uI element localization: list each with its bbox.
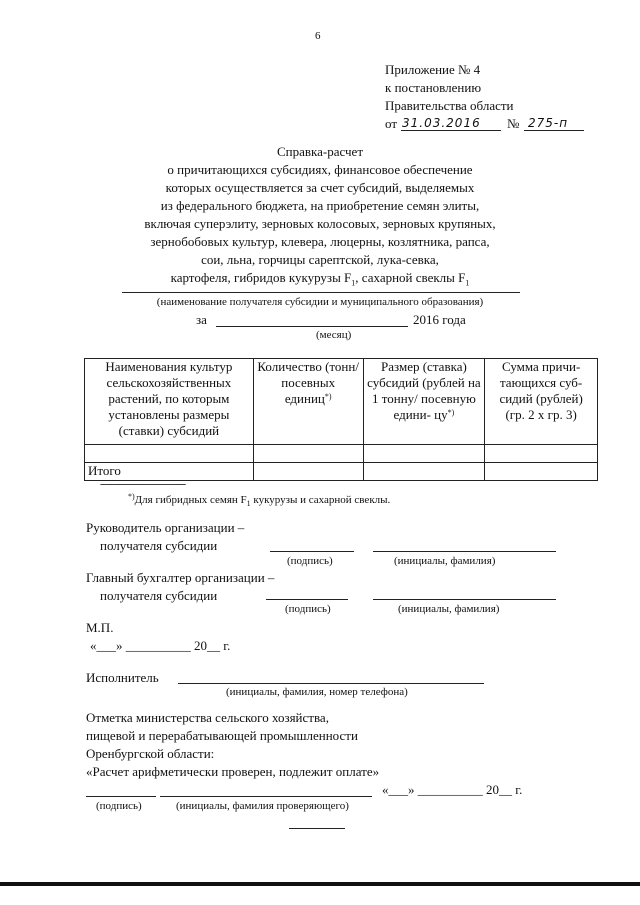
title-line7: сои, льна, горчицы сарептской, лука-севка, — [201, 252, 439, 267]
head-label-line2: получателя субсидии — [100, 538, 218, 553]
table-cell[interactable] — [253, 445, 363, 463]
accountant-initials-caption: (инициалы, фамилия) — [398, 603, 500, 615]
ministry-date: «___» __________ 20__ г. — [382, 782, 523, 797]
title-line8-b: , сахарной свеклы F — [355, 270, 466, 285]
table-header-quantity — [253, 359, 363, 445]
recipient-caption: (наименование получателя субсидии и муниципального образования) — [156, 296, 484, 308]
ministry-line2: пищевой и перерабатывающей промышленности — [86, 728, 358, 743]
table-cell[interactable] — [85, 445, 254, 463]
appendix-line3: Правительства области — [385, 98, 514, 113]
executor-caption: (инициалы, фамилия, номер телефона) — [226, 686, 408, 698]
page-number: 6 — [315, 30, 321, 42]
footnote-text2: кукурузы и сахарной свеклы. — [250, 494, 391, 506]
period-year: 2016 года — [413, 312, 466, 327]
ministry-line4: «Расчет арифметически проверен, подлежит оплате» — [86, 764, 380, 779]
head-initials-caption: (инициалы, фамилия) — [394, 555, 496, 567]
footnote-separator: -------------------------------- — [100, 478, 186, 490]
accountant-label-line2: получателя субсидии — [100, 588, 218, 603]
head-initials-line — [373, 551, 556, 552]
ministry-line3: Оренбургской области: — [86, 746, 215, 761]
accountant-initials-line — [373, 599, 556, 600]
period-for-label: за — [196, 312, 207, 327]
footnote-text: Для гибридных семян F — [134, 494, 247, 506]
appendix-number-underline — [524, 130, 584, 131]
table-cell[interactable] — [485, 445, 598, 463]
head-label-line1: Руководитель организации – — [86, 520, 245, 535]
footnote — [128, 494, 390, 508]
table-header-rate-text: Размер (ставка) субсидий (рублей на 1 тонну/ посевную едини- цу — [367, 359, 481, 422]
accountant-label-line1: Главный бухгалтер организации – — [86, 570, 275, 585]
stamp-label: М.П. — [86, 620, 114, 635]
table-header-crop: Наименования культур сельскохозяйственных растений, по которым установлены размеры (ставки) субсидий — [85, 359, 254, 445]
appendix-date-underline — [401, 130, 501, 131]
table-header-amount: Сумма причи- тающихся суб- сидий (рублей) (гр. 2 х гр. 3) — [485, 359, 598, 445]
title-line8-a: картофеля, гибридов кукурузы F — [170, 270, 352, 285]
table-cell[interactable] — [363, 445, 485, 463]
title-line8-sub1: 1 — [351, 278, 356, 288]
ministry-signature-line — [86, 796, 156, 797]
appendix-from-label: от — [385, 116, 398, 131]
table-cell[interactable] — [485, 463, 598, 481]
title-line4: из федерального бюджета, на приобретение семян элиты, — [160, 198, 480, 213]
table-header-rate-sup: *) — [447, 408, 455, 417]
appendix-number-label: № — [507, 116, 520, 131]
title-line5: включая суперэлиту, зерновых колосовых, зерновых крупяных, — [144, 216, 496, 231]
month-line — [216, 326, 408, 327]
head-signature-caption: (подпись) — [287, 555, 333, 567]
scan-edge-bar — [0, 882, 640, 886]
appendix-date: 31.03.2016 — [402, 116, 481, 130]
title-line6: зернобобовых культур, клевера, люцерны, козлятника, рапса, — [150, 234, 490, 249]
table-header-quantity-text: Количество (тонн/посевных единиц — [257, 359, 359, 406]
footnote-sup: *) — [128, 492, 135, 501]
title-line1: Справка-расчет — [276, 144, 364, 159]
ministry-sign-caption: (подпись) — [96, 800, 142, 812]
table-header-rate — [363, 359, 485, 445]
executor-line — [178, 683, 484, 684]
title-line3: которых осуществляется за счет субсидий, выделяемых — [165, 180, 475, 195]
appendix-line1: Приложение № 4 — [385, 62, 481, 77]
executor-label: Исполнитель — [86, 670, 159, 685]
closing-rule — [289, 828, 345, 829]
signature-date-line: «___» __________ 20__ г. — [90, 638, 231, 653]
table-total-label: Итого — [85, 463, 254, 481]
title-line2: о причитающихся субсидиях, финансовое обеспечение — [167, 162, 473, 177]
table-cell[interactable] — [253, 463, 363, 481]
table-header-quantity-sup: *) — [324, 392, 332, 401]
table-header-row — [85, 359, 598, 445]
recipient-line — [122, 292, 520, 293]
ministry-line1: Отметка министерства сельского хозяйства, — [86, 710, 329, 725]
footnote-sub: 1 — [246, 499, 251, 509]
appendix-line2: к постановлению — [385, 80, 482, 95]
title-line8 — [0, 270, 640, 288]
ministry-checker-line — [160, 796, 372, 797]
ministry-checker-caption: (инициалы, фамилия проверяющего) — [176, 800, 349, 812]
table-row — [85, 445, 598, 463]
subsidy-table — [84, 358, 598, 481]
month-caption: (месяц) — [316, 329, 352, 341]
title-line8-sub2: 1 — [465, 278, 470, 288]
accountant-signature-caption: (подпись) — [285, 603, 331, 615]
appendix-number: 275-п — [528, 116, 569, 130]
head-signature-line — [270, 551, 354, 552]
accountant-signature-line — [266, 599, 348, 600]
table-cell[interactable] — [363, 463, 485, 481]
